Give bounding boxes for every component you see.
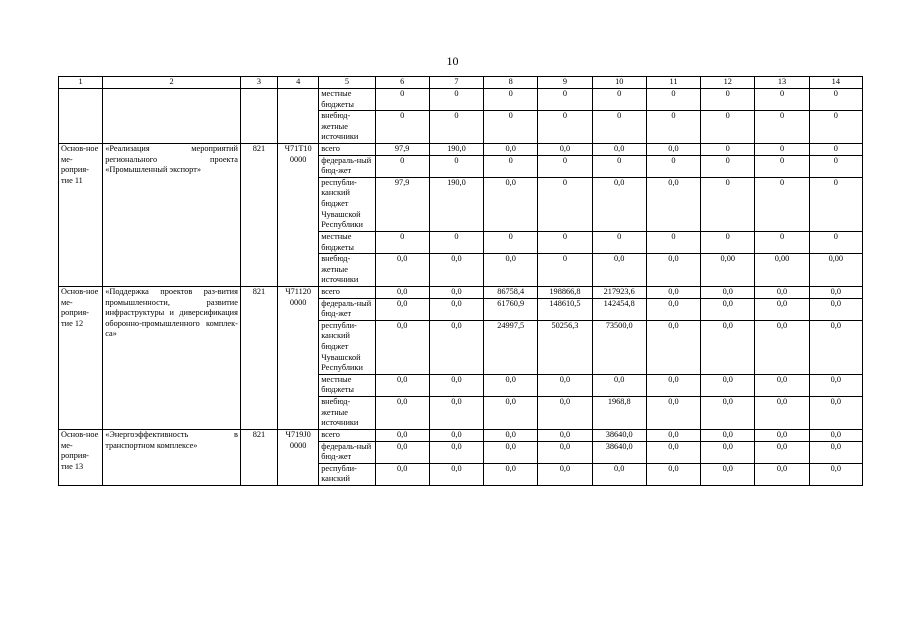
value-cell: 0 <box>755 144 809 156</box>
value-cell: 0,0 <box>809 441 862 463</box>
table-row <box>59 286 863 298</box>
value-cell: 0 <box>429 89 483 111</box>
value-cell: 0,00 <box>755 254 809 287</box>
header-cell: 5 <box>319 77 375 89</box>
value-cell: 38640,0 <box>592 441 646 463</box>
value-cell: 0 <box>646 111 700 144</box>
value-cell: 0,0 <box>646 254 700 287</box>
value-cell: 0,00 <box>809 254 862 287</box>
code-cell <box>278 89 319 144</box>
value-cell: 0 <box>701 231 755 253</box>
value-cell: 0,0 <box>755 298 809 320</box>
value-cell: 0 <box>375 89 429 111</box>
header-row <box>59 77 863 89</box>
value-cell: 0 <box>755 231 809 253</box>
value-cell: 0,0 <box>809 320 862 374</box>
value-cell: 0 <box>484 155 538 177</box>
value-cell: 0,0 <box>646 144 700 156</box>
value-cell: 61760,9 <box>484 298 538 320</box>
value-cell: 0,0 <box>755 441 809 463</box>
value-cell: 190,0 <box>429 177 483 231</box>
value-cell: 0 <box>809 144 862 156</box>
value-cell: 0,0 <box>755 429 809 441</box>
value-cell: 0,0 <box>538 374 592 396</box>
value-cell: 0,0 <box>484 177 538 231</box>
value-cell: 0 <box>484 231 538 253</box>
value-cell: 0 <box>646 231 700 253</box>
grbs-cell <box>240 89 277 144</box>
event-cell: Основ-ное ме-роприя-тие 13 <box>59 429 103 485</box>
value-cell: 0,0 <box>375 374 429 396</box>
name-cell <box>103 89 241 144</box>
value-cell: 198866,8 <box>538 286 592 298</box>
header-cell: 8 <box>484 77 538 89</box>
value-cell: 0 <box>375 155 429 177</box>
table-row <box>59 89 863 111</box>
grbs-cell: 821 <box>240 144 277 287</box>
value-cell: 0 <box>429 231 483 253</box>
page-number: 10 <box>446 54 459 68</box>
value-cell: 0,0 <box>755 286 809 298</box>
value-cell: 0,0 <box>809 429 862 441</box>
code-cell: Ч71120 0000 <box>278 286 319 429</box>
name-cell: «Энергоэффективность в транспортном комплексе» <box>103 429 241 485</box>
value-cell: 50256,3 <box>538 320 592 374</box>
value-cell: 0,0 <box>701 463 755 485</box>
value-cell: 0 <box>701 89 755 111</box>
header-cell: 11 <box>646 77 700 89</box>
value-cell: 0 <box>375 231 429 253</box>
source-cell: федераль-ный бюд-жет <box>319 298 375 320</box>
value-cell: 0,0 <box>646 177 700 231</box>
value-cell: 0 <box>646 89 700 111</box>
value-cell: 0,0 <box>646 320 700 374</box>
source-cell: местные бюджеты <box>319 231 375 253</box>
source-cell: внебюд-жетные источники <box>319 397 375 430</box>
value-cell: 73500,0 <box>592 320 646 374</box>
value-cell: 0,0 <box>809 286 862 298</box>
value-cell: 0 <box>538 254 592 287</box>
value-cell: 0,0 <box>701 441 755 463</box>
value-cell: 0,0 <box>592 254 646 287</box>
header-cell: 7 <box>429 77 483 89</box>
value-cell: 1968,8 <box>592 397 646 430</box>
value-cell: 0,0 <box>484 144 538 156</box>
value-cell: 0,0 <box>809 374 862 396</box>
budget-table <box>58 76 863 486</box>
value-cell: 0,0 <box>701 286 755 298</box>
source-cell: федераль-ный бюд-жет <box>319 155 375 177</box>
value-cell: 0,0 <box>809 298 862 320</box>
header-cell: 4 <box>278 77 319 89</box>
value-cell: 0 <box>755 111 809 144</box>
value-cell: 148610,5 <box>538 298 592 320</box>
grbs-cell: 821 <box>240 286 277 429</box>
event-cell: Основ-ное ме-роприя-тие 12 <box>59 286 103 429</box>
source-cell: местные бюджеты <box>319 89 375 111</box>
value-cell: 0,0 <box>429 441 483 463</box>
value-cell: 0 <box>809 155 862 177</box>
value-cell: 0,0 <box>538 397 592 430</box>
name-cell: «Поддержка проектов раз-вития промышленности, развитие инфраструктуры и диверсификация оборонно-промышленного комплек-са» <box>103 286 241 429</box>
value-cell: 190,0 <box>429 144 483 156</box>
value-cell: 0,0 <box>592 177 646 231</box>
value-cell: 0,0 <box>701 374 755 396</box>
value-cell: 0 <box>755 177 809 231</box>
value-cell: 0,0 <box>701 397 755 430</box>
value-cell: 0 <box>701 111 755 144</box>
value-cell: 0,0 <box>701 298 755 320</box>
value-cell: 0 <box>809 89 862 111</box>
grbs-cell: 821 <box>240 429 277 485</box>
header-cell: 6 <box>375 77 429 89</box>
value-cell: 0,0 <box>646 397 700 430</box>
value-cell: 0,0 <box>429 429 483 441</box>
value-cell: 0,00 <box>701 254 755 287</box>
header-cell: 12 <box>701 77 755 89</box>
header-cell: 13 <box>755 77 809 89</box>
value-cell: 0,0 <box>375 320 429 374</box>
value-cell: 0,0 <box>646 463 700 485</box>
value-cell: 0,0 <box>592 144 646 156</box>
value-cell: 0,0 <box>429 254 483 287</box>
value-cell: 0,0 <box>538 463 592 485</box>
value-cell: 0 <box>809 231 862 253</box>
source-cell: внебюд-жетные источники <box>319 254 375 287</box>
value-cell: 0,0 <box>484 463 538 485</box>
value-cell: 0 <box>701 177 755 231</box>
value-cell: 0,0 <box>538 429 592 441</box>
value-cell: 0,0 <box>646 298 700 320</box>
value-cell: 0 <box>755 89 809 111</box>
source-cell: внебюд-жетные источники <box>319 111 375 144</box>
source-cell: всего <box>319 429 375 441</box>
value-cell: 0,0 <box>375 254 429 287</box>
value-cell: 86758,4 <box>484 286 538 298</box>
header-cell: 14 <box>809 77 862 89</box>
value-cell: 0,0 <box>375 463 429 485</box>
value-cell: 0,0 <box>429 286 483 298</box>
value-cell: 0 <box>538 111 592 144</box>
table-row <box>59 144 863 156</box>
value-cell: 0,0 <box>429 320 483 374</box>
value-cell: 0,0 <box>755 397 809 430</box>
value-cell: 0,0 <box>484 254 538 287</box>
value-cell: 0,0 <box>592 463 646 485</box>
value-cell: 0,0 <box>755 320 809 374</box>
value-cell: 142454,8 <box>592 298 646 320</box>
value-cell: 0,0 <box>538 441 592 463</box>
value-cell: 0,0 <box>538 144 592 156</box>
value-cell: 0,0 <box>701 429 755 441</box>
value-cell: 0,0 <box>646 429 700 441</box>
value-cell: 0,0 <box>429 463 483 485</box>
value-cell: 0,0 <box>375 397 429 430</box>
value-cell: 0,0 <box>375 429 429 441</box>
header-cell: 10 <box>592 77 646 89</box>
value-cell: 0 <box>701 144 755 156</box>
value-cell: 0,0 <box>375 286 429 298</box>
source-cell: республи-канский бюджет Чувашской Республики <box>319 320 375 374</box>
value-cell: 0,0 <box>484 397 538 430</box>
value-cell: 0 <box>646 155 700 177</box>
header-cell: 1 <box>59 77 103 89</box>
source-cell: федераль-ный бюд-жет <box>319 441 375 463</box>
value-cell: 0,0 <box>755 463 809 485</box>
value-cell: 217923,6 <box>592 286 646 298</box>
value-cell: 0 <box>429 111 483 144</box>
value-cell: 0 <box>701 155 755 177</box>
code-cell: Ч71Т10 0000 <box>278 144 319 287</box>
header-cell: 3 <box>240 77 277 89</box>
value-cell: 0,0 <box>809 397 862 430</box>
code-cell: Ч719J0 0000 <box>278 429 319 485</box>
value-cell: 0 <box>592 89 646 111</box>
value-cell: 0,0 <box>484 429 538 441</box>
value-cell: 24997,5 <box>484 320 538 374</box>
value-cell: 0 <box>484 111 538 144</box>
value-cell: 0,0 <box>429 298 483 320</box>
value-cell: 0 <box>592 155 646 177</box>
value-cell: 0,0 <box>484 374 538 396</box>
table-row <box>59 429 863 441</box>
event-cell <box>59 89 103 144</box>
header-cell: 2 <box>103 77 241 89</box>
value-cell: 0 <box>538 177 592 231</box>
value-cell: 0 <box>538 155 592 177</box>
value-cell: 0,0 <box>809 463 862 485</box>
value-cell: 0 <box>484 89 538 111</box>
value-cell: 0 <box>375 111 429 144</box>
value-cell: 0,0 <box>484 441 538 463</box>
value-cell: 0 <box>809 111 862 144</box>
source-cell: всего <box>319 286 375 298</box>
value-cell: 0 <box>755 155 809 177</box>
value-cell: 97,9 <box>375 177 429 231</box>
value-cell: 0 <box>592 231 646 253</box>
value-cell: 0,0 <box>375 441 429 463</box>
source-cell: всего <box>319 144 375 156</box>
value-cell: 0 <box>538 89 592 111</box>
name-cell: «Реализация мероприятий регионального проекта «Промышленный экспорт» <box>103 144 241 287</box>
source-cell: местные бюджеты <box>319 374 375 396</box>
value-cell: 0 <box>538 231 592 253</box>
header-cell: 9 <box>538 77 592 89</box>
value-cell: 0,0 <box>429 374 483 396</box>
value-cell: 0,0 <box>755 374 809 396</box>
value-cell: 0 <box>429 155 483 177</box>
value-cell: 0,0 <box>646 374 700 396</box>
value-cell: 0,0 <box>701 320 755 374</box>
value-cell: 0,0 <box>375 298 429 320</box>
value-cell: 97,9 <box>375 144 429 156</box>
source-cell: республи-канский бюджет Чувашской Республики <box>319 177 375 231</box>
value-cell: 38640,0 <box>592 429 646 441</box>
value-cell: 0,0 <box>646 286 700 298</box>
event-cell: Основ-ное ме-роприя-тие 11 <box>59 144 103 287</box>
source-cell: республи-канский <box>319 463 375 485</box>
value-cell: 0,0 <box>592 374 646 396</box>
value-cell: 0 <box>592 111 646 144</box>
value-cell: 0,0 <box>646 441 700 463</box>
value-cell: 0,0 <box>429 397 483 430</box>
value-cell: 0 <box>809 177 862 231</box>
